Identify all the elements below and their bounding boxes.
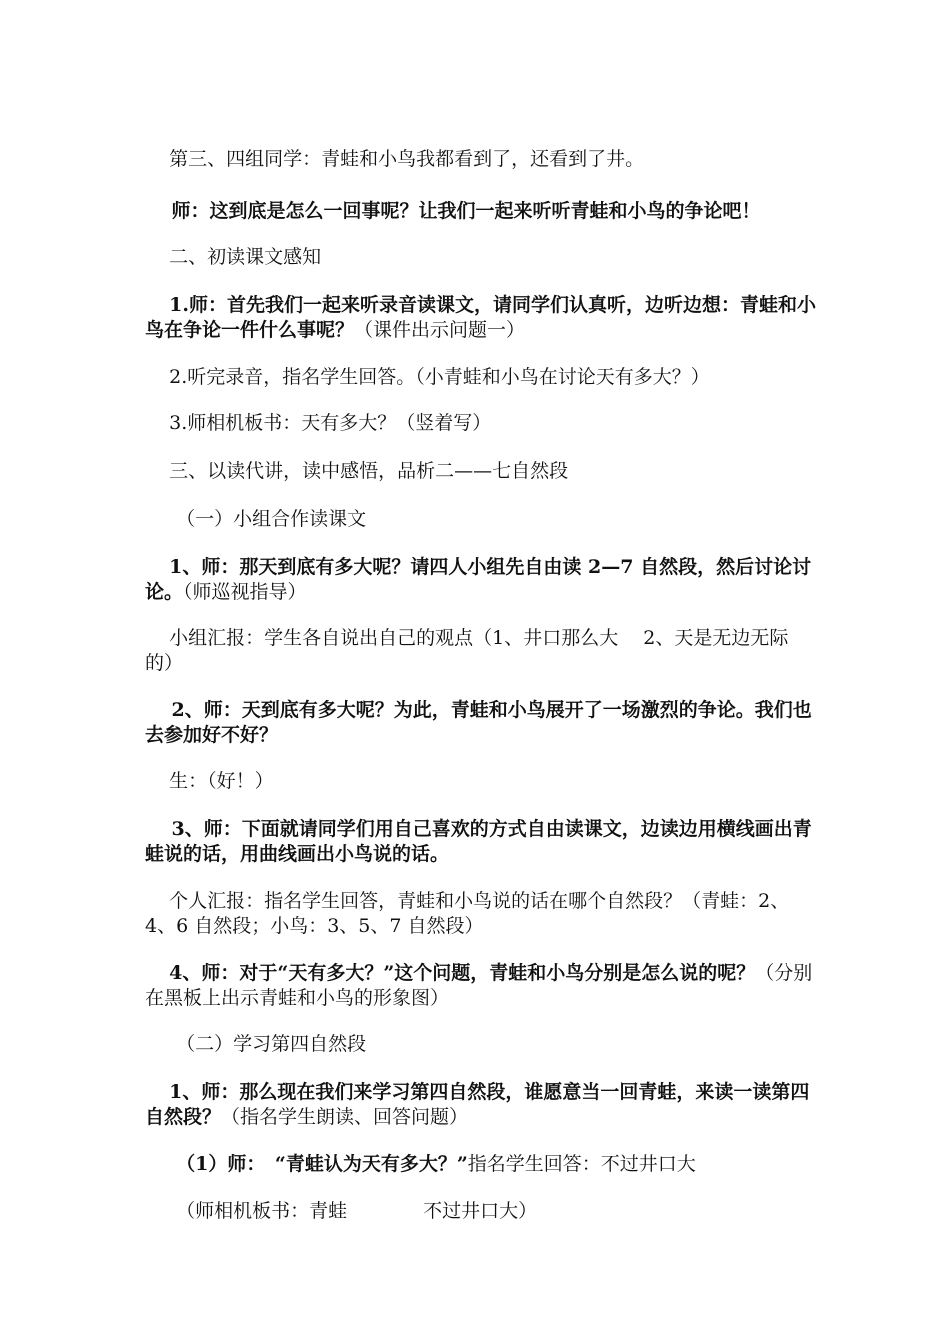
subsection-heading-1-text: （一）小组合作读课文 (176, 508, 367, 530)
paragraph-15-bold-text: 4、师：对于“天有多大？”这个问题，青蛙和小鸟分别是怎么说的呢？ (169, 962, 756, 984)
paragraph-4-bold-text: 1.师：首先我们一起来听录音读课文，请同学们认真听，边听边想：青蛙和小鸟在争论一件什么事呢？ (145, 294, 817, 341)
paragraph-13-text: 3、师：下面就请同学们用自己喜欢的方式自由读课文，边读边用横线画出青蛙说的话，用曲线画出小鸟说的话。 (145, 818, 812, 865)
paragraph-6-text: 3.师相机板书：天有多大？（竖着写） (169, 412, 492, 434)
paragraph-9-bold-text: 1、师：那天到底有多大呢？请四人小组先自由读 2—7 自然段，然后讨论讨论。 (145, 556, 812, 603)
paragraph-17-bold-text: 1、师：那么现在我们来学习第四自然段，谁愿意当一回青蛙，来读一读第四自然段？ (145, 1081, 810, 1128)
subsection-heading-2-text: （二）学习第四自然段 (176, 1033, 367, 1055)
paragraph-15-note: （分别在黑板上出示青蛙和小鸟的形象图） (145, 962, 813, 1009)
paragraph-19-text: （师相机板书：青蛙 不过井口大） (176, 1200, 538, 1222)
paragraph-19 (152, 1174, 827, 1249)
paragraph-17-note: （指名学生朗读、回答问题） (221, 1106, 469, 1128)
paragraph-9-note: （师巡视指导） (183, 581, 307, 603)
paragraph-11-text: 2、师：天到底有多大呢？为此，青蛙和小鸟展开了一场激烈的争论。我们也去参加好不好？ (145, 699, 812, 746)
paragraph-18-bold-text: （1）师： “青蛙认为天有多大？” (176, 1153, 468, 1175)
paragraph-18-note: 指名学生回答：不过井口大 (467, 1153, 696, 1175)
section-heading-2-text: 二、初读课文感知 (169, 246, 322, 268)
paragraph-2-text: 师：这到底是怎么一回事呢？让我们一起来听听青蛙和小鸟的争论吧！ (171, 200, 761, 222)
paragraph-14-text: 个人汇报：指名学生回答，青蛙和小鸟说的话在哪个自然段？（青蛙：2、4、6 自然段；小鸟：3、5、7 自然段） (145, 890, 790, 937)
section-heading-3-text: 三、以读代讲，读中感悟，品析二——七自然段 (169, 460, 569, 482)
paragraph-5-text: 2.听完录音，指名学生回答。（小青蛙和小鸟在讨论天有多大？） (169, 366, 710, 388)
paragraph-4-note: （课件出示问题一） (354, 319, 526, 341)
paragraph-10-text: 小组汇报：学生各自说出自己的观点（1、井口那么大 2、天是无边无际的） (145, 627, 789, 674)
paragraph-12-text: 生：（好！） (169, 770, 274, 792)
paragraph-1-text: 第三、四组同学：青蛙和小鸟我都看到了，还看到了井。 (169, 148, 645, 170)
